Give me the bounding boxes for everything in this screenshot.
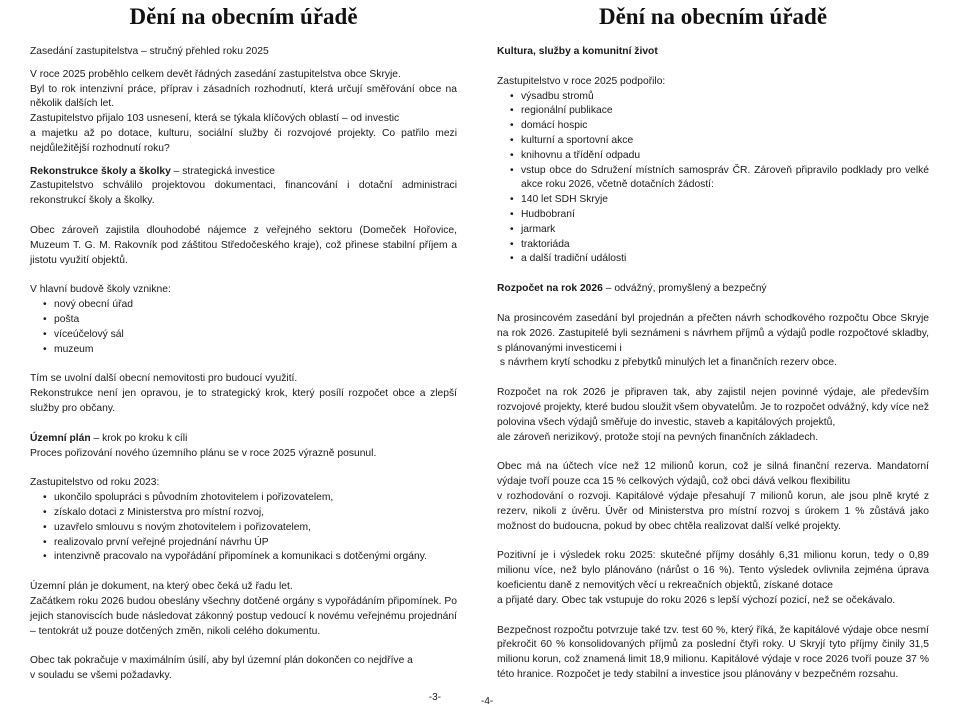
list-item: • jarmark (521, 223, 929, 238)
paragraph: Rozpočet na rok 2026 je připraven tak, aby zajistil nejen povinné výdaje, ale především rozvojové projekty, které budou sloužit všem obyvatelům. Je to rozpočet odvážný, kdy více než polovina všech výdajů směřuje do investic, staveb a kapitálových projektů, (497, 387, 929, 428)
paragraph: Obec tak pokračuje v maximálním úsilí, aby byl územní plán dokončen co nejdříve a (30, 655, 413, 667)
paragraph: v souladu se všemi požadavky. (30, 670, 172, 682)
section-heading: Rekonstrukce školy a školky – strategická investice (30, 165, 275, 177)
section-heading (497, 45, 929, 60)
paragraph: Rekonstrukce není jen opravou, je to strategický krok, který posílí rozpočet obce a zlepší služby pro občany. (30, 388, 457, 414)
page-title: Dění na obecním úřadě (598, 4, 828, 29)
bullet-list (497, 90, 929, 268)
list-item: • výsadbu stromů (521, 90, 929, 105)
list-item: • získalo dotaci z Ministerstva pro místní rozvoj, (54, 506, 457, 521)
section-heading-bold: Kultura, služby a komunitní život (497, 46, 658, 57)
page-number: -3- (428, 692, 441, 703)
list-item: • domácí hospic (521, 119, 929, 134)
paragraph: Pozitivní je i výsledek roku 2025: skutečné příjmy dosáhly 6,31 milionu korun, tedy o 0,89 milionu více, než bylo plánováno (nárůst o 16 %). Tento výsledek ovlivnila zejména úprava koeficientu daně z nemovitých věcí u rekreačních objektů, získané dotace (497, 550, 929, 591)
section-heading-bold: Rekonstrukce školy a školky (30, 165, 171, 177)
paragraph: Obec zároveň zajistila dlouhodobé nájemce z veřejného sektoru (Domeček Hořovice, Muzeum T. G. M. Rakovník pod záštitou Středočeského kraje), což přinese stabilní příjem a jistotu využití objektů. (30, 224, 457, 266)
list-item: • a další tradiční události (521, 252, 929, 267)
section-heading-bold: Rozpočet na rok 2026 (497, 283, 603, 295)
paragraph: a přijaté dary. Obec tak vstupuje do roku 2026 s lepší výchozí pozicí, než se očekávalo. (497, 594, 896, 606)
paragraph: Zastupitelstvo přijalo 103 usnesení, která se týkala klíčových oblastí – od investic (30, 113, 400, 125)
list-item: • Hudbobraní (521, 208, 929, 223)
list-item: • 140 let SDH Skryje (521, 193, 929, 208)
list-item: • víceúčelový sál (54, 328, 457, 343)
bullet-list (30, 491, 457, 565)
list-item: • muzeum (54, 343, 457, 358)
paragraph: ale zároveň nerizikový, protože stojí na pevných finančních základech. (497, 431, 819, 443)
page-number: -4- (481, 696, 494, 707)
paragraph: Na prosincovém zasedání byl projednán a přečten návrh schodkového rozpočtu Obce Skryje na rok 2026. Zastupitelé byli seznámeni s návrhem příjmů a výdajů podle rozpočtové skladby, s plánovanými investicemi i (497, 312, 929, 354)
list-item: • intenzivně pracovalo na vypořádání připomínek a komunikaci s dotčenými orgány. (54, 550, 457, 565)
section-heading: Rozpočet na rok 2026 – odvážný, promyšlený a bezpečný (497, 283, 767, 295)
paragraph: Územní plán je dokument, na který obec čeká už řadu let. (30, 581, 293, 593)
list-item: • traktoriáda (521, 238, 929, 253)
list-item: • ukončilo spolupráci s původním zhotovitelem i pořizovatelem, (54, 491, 457, 506)
paragraph: Zasedání zastupitelstva – stručný přehled roku 2025 (30, 46, 269, 57)
list-item: • kulturní a sportovní akce (521, 134, 929, 149)
paragraph: Začátkem roku 2026 budou obeslány všechny dotčené orgány s vypořádáním připomínek. Po jejich stanoviscích bude následovat zákonný postup vedoucí k novému veřejnému projednání – tentokrát už pouze dotčených změn, nikoli celého dokumentu. (30, 595, 457, 637)
list-item: • pošta (54, 313, 457, 328)
paragraph: Proces pořizování nového územního plánu se v roce 2025 výrazně posunul. (30, 447, 377, 459)
list-item: • uzavřelo smlouvu s novým zhotovitelem i pořizovatelem, (54, 521, 457, 536)
list-item: • knihovnu a třídění odpadu (521, 149, 929, 164)
paragraph: v rozhodování o rozvoji. Kapitálové výdaje přesahují 7 milionů korun, ale jsou plně kryté z rezerv, nikoli z úvěru. Úvěr od Ministerstva pro místní rozvoj s úrokem 1 % zůstává jako možnost do budoucna, pokud by obec chtěla realizovat další velké projekty. (497, 490, 929, 532)
section-heading: Územní plán – krok po kroku k cíli (30, 432, 188, 444)
page-4 (481, 0, 929, 720)
list-item: • regionální publikace (521, 104, 929, 119)
paragraph: Zastupitelstvo v roce 2025 podpořilo: (497, 75, 666, 87)
list-item: • realizovalo první veřejné projednání návrhu ÚP (54, 536, 457, 551)
list-item: • vstup obce do Sdružení místních samospráv ČR. Zároveň připravilo podklady pro velké akce roku 2026, včetně dotačních žádostí: (521, 164, 929, 194)
paragraph: a majetku až po dotace, kulturu, sociální služby či rozvojové projekty. Co patřilo mezi nejdůležitější rozhodnutí roku? (30, 127, 457, 154)
paragraph: Zastupitelstvo schválilo projektovou dokumentaci, financování i dotační administraci rekonstrukcí školy a školky. (30, 180, 457, 207)
page-3 (30, 0, 457, 720)
bullet-list (30, 298, 457, 357)
page-title: Dění na obecním úřadě (129, 4, 358, 29)
paragraph: Obec má na účtech více než 12 milionů korun, což je silná finanční rezerva. Mandatorní výdaje tvoří pouze cca 15 % celkových výdajů, což obci dává velkou flexibilitu (497, 461, 929, 488)
page-content (30, 45, 457, 684)
page-content (497, 45, 929, 683)
list-item: • nový obecní úřad (54, 298, 457, 313)
paragraph: Tím se uvolní další obecní nemovitosti pro budoucí využití. (30, 373, 298, 385)
paragraph: Zastupitelstvo od roku 2023: (30, 477, 160, 489)
paragraph: Bezpečnost rozpočtu potvrzuje také tzv. test 60 %, který říká, že kapitálové výdaje obce nesmí překročit 60 % konsolidovaných příjmů za poslední čtyři roky. U Skryjí tyto příjmy činily 31,5 milionu korun, což znamená limit 18,9 milionu. Kapitálové výdaje v roce 2026 tvoří pouze 37 % této hranice. Rozpočet je tedy stabilní a investice jsou plánovány v bezpečném rozsahu. (497, 624, 929, 680)
paragraph: s návrhem krytí schodku z přebytků minulých let a finančních rezerv obce. (497, 357, 837, 369)
section-heading-bold: Územní plán (30, 432, 91, 444)
paragraph: V roce 2025 proběhlo celkem devět řádných zasedání zastupitelstva obce Skryje. (30, 68, 401, 80)
paragraph: Byl to rok intenzivní práce, příprav i zásadních rozhodnutí, která určují směřování obce na několik dalších let. (30, 83, 457, 110)
paragraph: V hlavní budově školy vznikne: (30, 284, 171, 296)
